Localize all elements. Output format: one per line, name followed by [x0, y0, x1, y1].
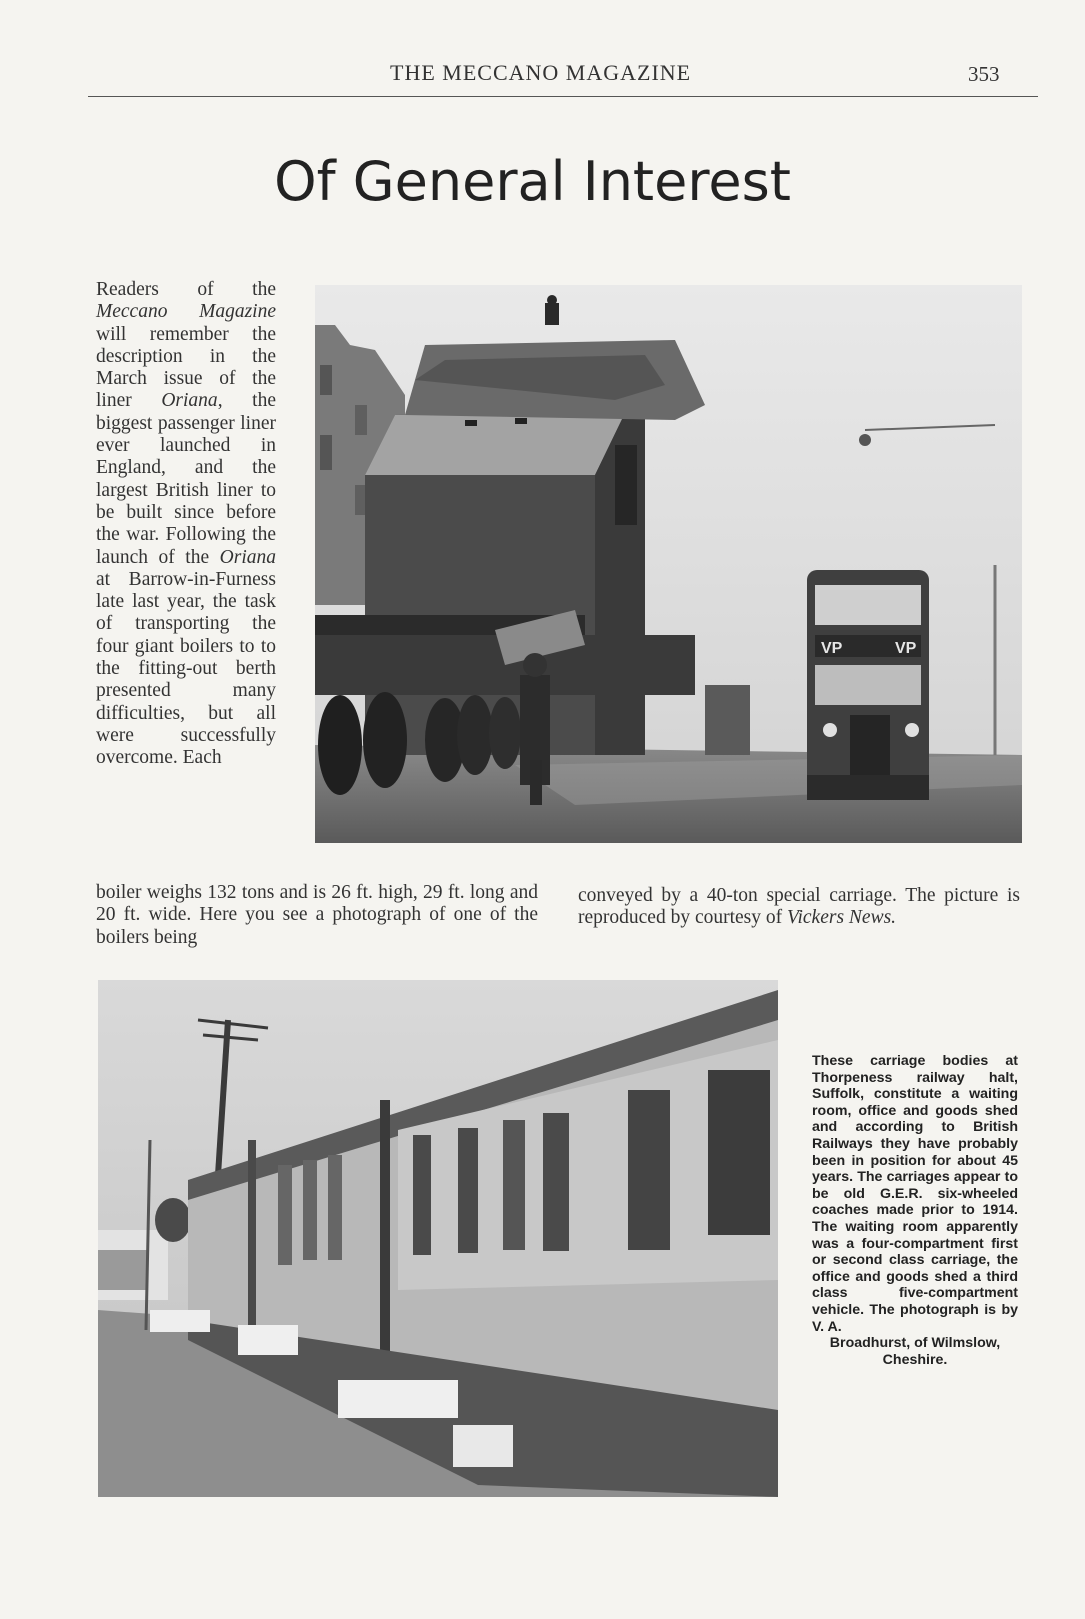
- page-number: 353: [968, 62, 1000, 86]
- intro-text-c: , the biggest passenger liner ever launched in England, and the largest British liner to be built since before the war. Following the launch of the: [96, 390, 276, 568]
- article-body-right: [578, 885, 1020, 930]
- running-head: THE MECCANO MAGAZINE: [390, 60, 692, 85]
- thorpeness-carriages-photo: [98, 980, 778, 1497]
- header-rule: [88, 96, 1038, 97]
- caption-text-last: Broadhurst, of Wilmslow, Cheshire.: [829, 1335, 1001, 1368]
- intro-text-d: at Barrow-in-Furness late last year, the task of transporting the four giant boilers to to the fitting-out berth presented many difficulties, but all were successfully overcome. Each: [96, 568, 276, 769]
- credit-vickers-news: Vickers News.: [787, 907, 897, 929]
- intro-em-oriana-2: Oriana: [219, 546, 276, 568]
- article-intro-column: [96, 279, 276, 770]
- intro-em-oriana-1: Oriana: [161, 390, 218, 412]
- bus-route-plate-right: VP: [895, 640, 917, 657]
- article-body-right-text: conveyed by a 40-ton special carriage. The picture is reproduced by courtesy of: [578, 885, 1020, 929]
- article-title: [0, 150, 1085, 213]
- carriages-photo-caption: [812, 1053, 1018, 1368]
- intro-text-a: Readers of the: [96, 279, 276, 300]
- bus-route-plate-left: VP: [821, 640, 843, 657]
- article-body-left: boiler weighs 132 tons and is 26 ft. high, 29 ft. long and 20 ft. wide. Here you see a photograph of one of the boilers being: [96, 882, 538, 948]
- intro-em-magazine: Meccano Magazine: [96, 301, 276, 323]
- boiler-transport-photo: [315, 285, 1022, 843]
- intro-text-b: will remember the description in the March issue of the liner: [96, 323, 276, 412]
- article-title-text: Of General Interest: [274, 150, 791, 213]
- caption-text: These carriage bodies at Thorpeness railway halt, Suffolk, constitute a waiting room, office and goods shed and according to British Railways they have probably been in position for about 45 years. The carriages appear to be old G.E.R. six-wheeled coaches made prior to 1914. The waiting room apparently was a four-compartment first or second class carriage, the office and goods shed a third class five-compartment vehicle. The photograph is by V. A.: [812, 1053, 1018, 1335]
